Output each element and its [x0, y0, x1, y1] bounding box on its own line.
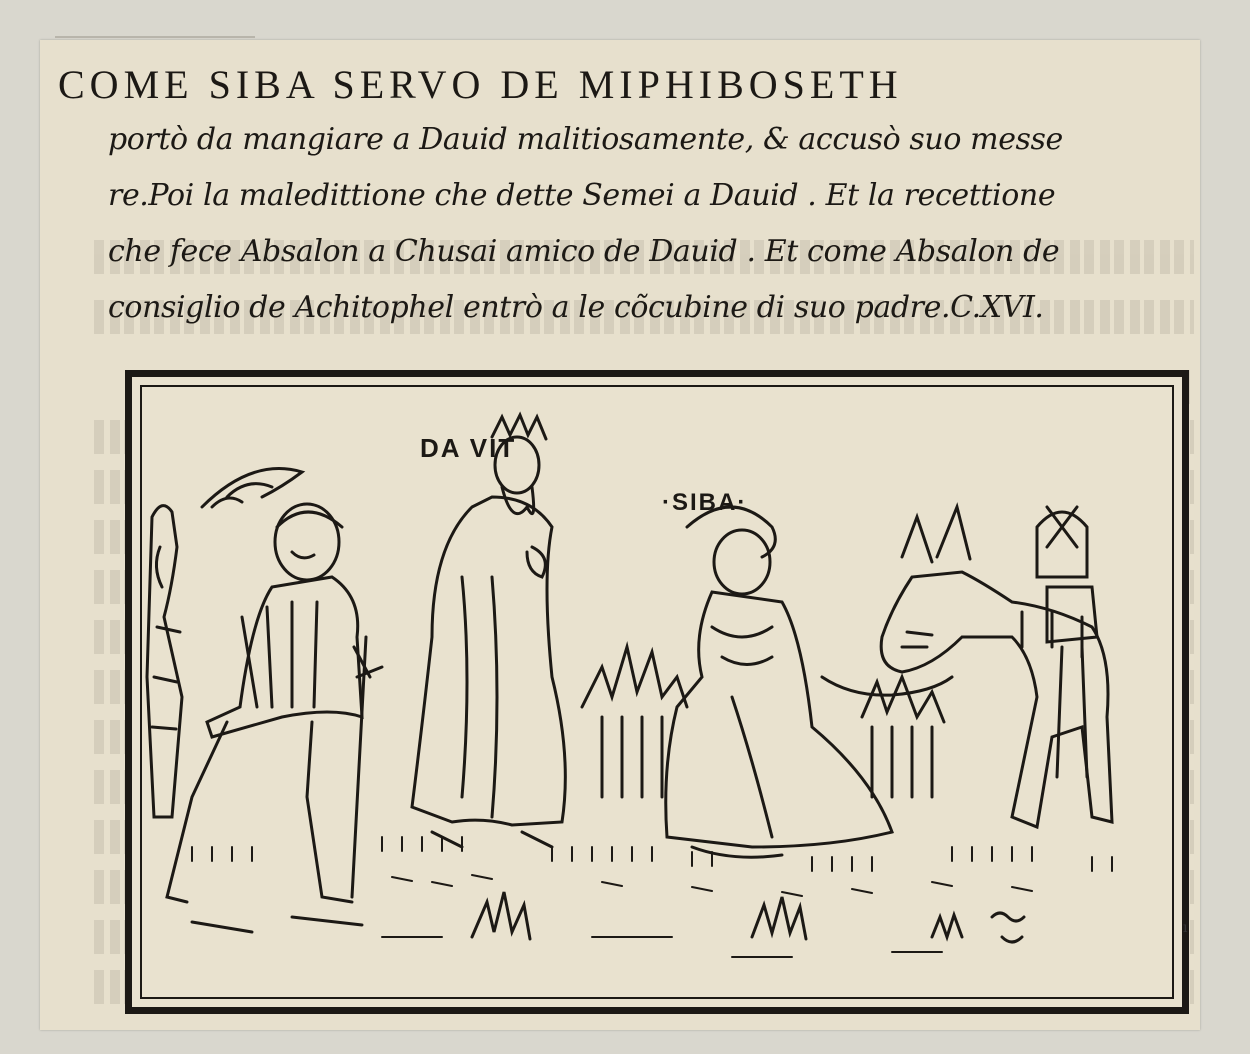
- david-figure: [412, 415, 565, 847]
- heading-caps-line: COME SIBA SERVO DE MIPHIBOSETH: [58, 62, 903, 107]
- heading-line-2: re.Poi la maledittione che dette Semei a Dauid . Et la recettione: [108, 178, 1056, 213]
- center-bush: [582, 647, 687, 797]
- heading-line-4: consiglio de Achitophel entrò a le cõcubine di suo padre.C.XVI.: [108, 290, 1044, 325]
- left-bearded-figure: [147, 506, 182, 817]
- woodcut-scene: [132, 377, 1168, 993]
- heading-line-3: che fece Absalon a Chusai amico de Dauid . Et come Absalon de: [108, 234, 1060, 269]
- soldier-figure: [167, 469, 382, 932]
- heading-line-1: portò da mangiare a Dauid malitiosamente, & accusò suo messe: [108, 122, 1063, 157]
- mount-edge-line: [55, 36, 255, 38]
- donkey-figure: [881, 507, 1112, 827]
- label-siba: ·SIBA·: [662, 489, 748, 516]
- woodcut-illustration: [125, 370, 1189, 1014]
- foreground-grass: [472, 892, 1024, 942]
- margin-mark: ı: [1183, 920, 1188, 936]
- label-david: DA VIT: [420, 433, 517, 463]
- right-figure: [1037, 507, 1097, 777]
- printed-page-fragment: [40, 40, 1200, 1030]
- siba-figure: [666, 507, 892, 857]
- chapter-heading: [58, 58, 1198, 336]
